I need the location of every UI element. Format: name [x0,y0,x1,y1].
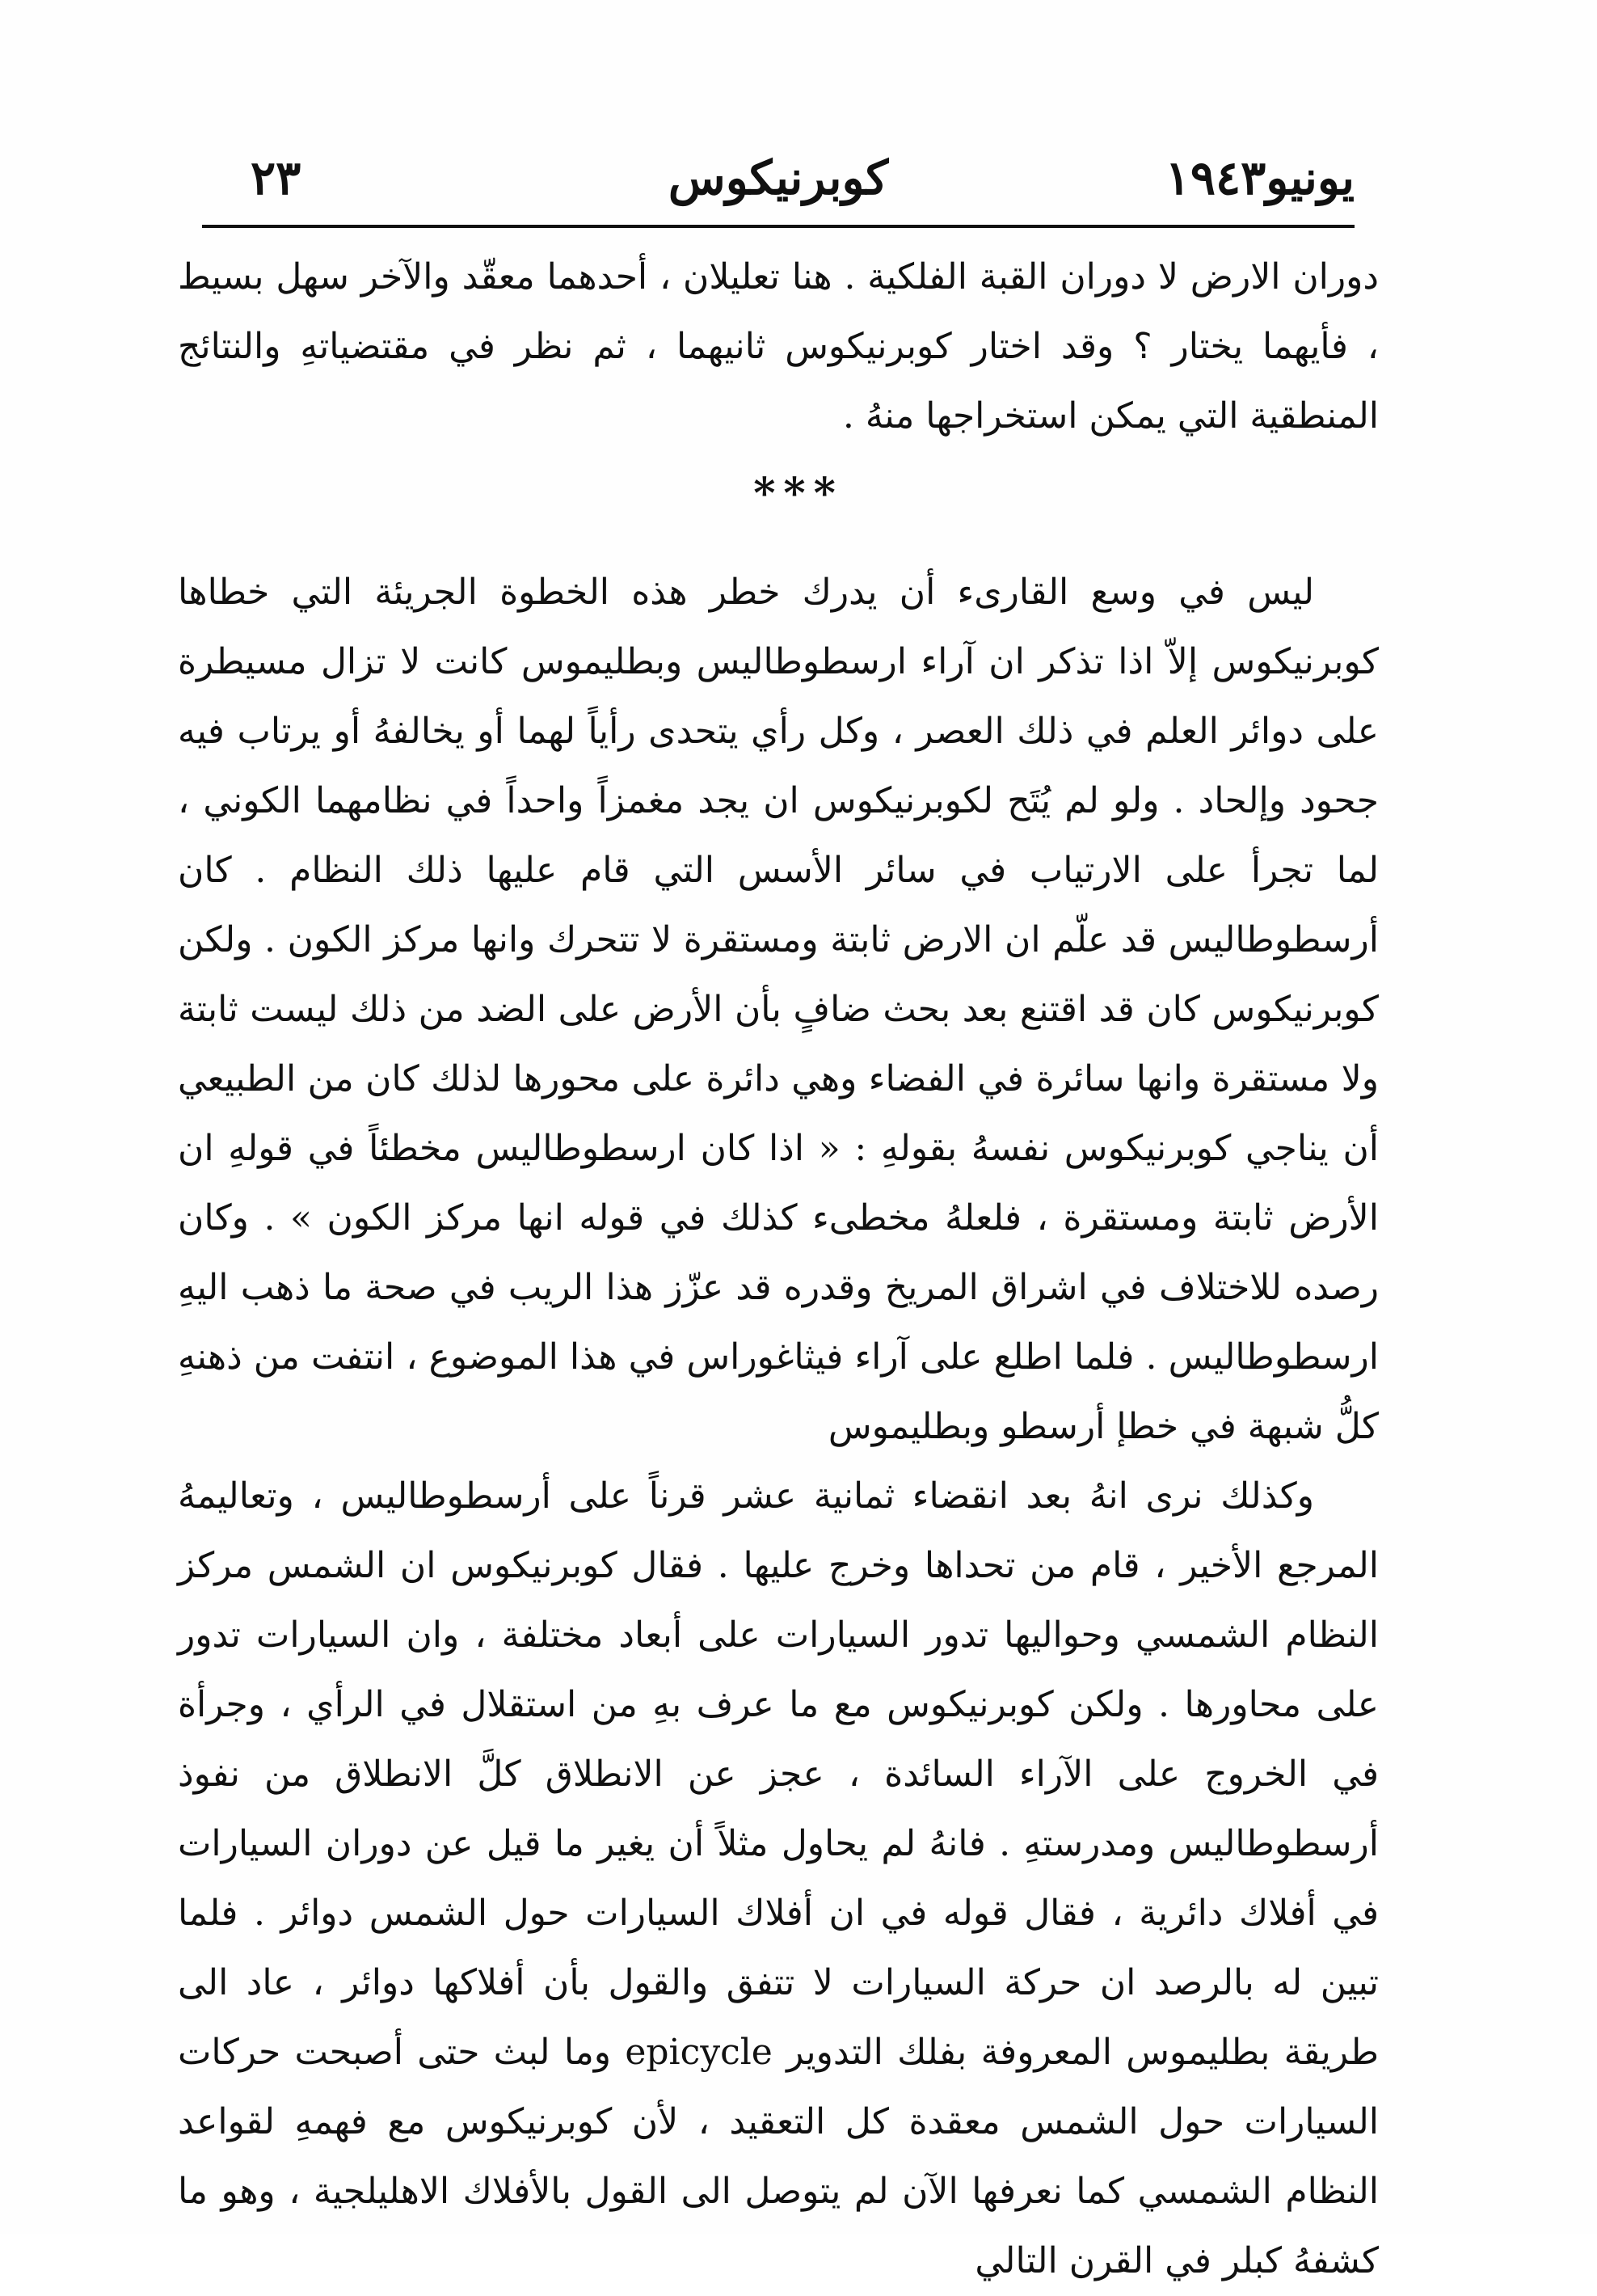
intro-paragraph: دوران الارض لا دوران القبة الفلكية . هنا تعليلان ، أحدهما معقّد والآخر سهل بسيط ، فأيهما يختار ؟ وقد اختار كوبرنيكوس ثانيهما ، ثم نظر في مقتضياتهِ والنتائج المنطقية التي يمكن استخراجها منهُ . [178,256,1379,437]
running-header [202,133,1355,222]
section-separator: *** [753,469,844,518]
header-date: يونيو١٩٤٣ [1165,150,1355,205]
header-rule [202,225,1355,228]
page-number: ٢٣ [251,150,301,205]
main-text [178,558,1379,2296]
paragraph-2: وكذلك نرى انهُ بعد انقضاء ثمانية عشر قرناً على أرسطوطاليس ، وتعاليمهُ المرجع الأخير ، قام من تحداها وخرج عليها . فقال كوبرنيكوس ان الشمس مركز النظام الشمسي وحواليها تدور السيارات على أبعاد مختلفة ، وان السيارات تدور على محاورها . ولكن كوبرنيكوس مع ما عرف بهِ من استقلال في الرأي ، وجرأة في الخروج على الآراء السائدة ، عجز عن الانطلاق كلَّ الانطلاق من نفوذ أرسطوطاليس ومدرستهِ . فانهُ لم يحاول مثلاً أن يغير ما قيل عن دوران السيارات في أفلاك دائرية ، فقال قوله في ان أفلاك السيارات حول الشمس دوائر . فلما تبين له بالرصد ان حركة السيارات لا تتفق والقول بأن أفلاكها دوائر ، عاد الى طريقة بطليموس المعروفة بفلك التدوير epicycle وما لبث حتى أصبحت حركات السيارات حول الشمس معقدة كل التعقيد ، لأن كوبرنيكوس مع فهمهِ لقواعد النظام الشمسي كما نعرفها الآن لم يتوصل الى القول بالأفلاك الاهليلجية ، وهو ما كشفهُ كبلر في القرن التالي [178,1475,1379,2281]
paragraph-1: ليس في وسع القارىء أن يدرك خطر هذه الخطوة الجريئة التي خطاها كوبرنيكوس إلاّ اذا تذكر ان آراء ارسطوطاليس وبطليموس كانت لا تزال مسيطرة على دوائر العلم في ذلك العصر ، وكل رأي يتحدى رأياً لهما أو يخالفهُ أو يرتاب فيه جحود وإلحاد . ولو لم يُتَح لكوبرنيكوس ان يجد مغمزاً واحداً في نظامهما الكوني ، لما تجرأ على الارتياب في سائر الأسس التي قام عليها ذلك النظام . كان أرسطوطاليس قد علّم ان الارض ثابتة ومستقرة لا تتحرك وانها مركز الكون . ولكن كوبرنيكوس كان قد اقتنع بعد بحث ضافٍ بأن الأرض على الضد من ذلك ليست ثابتة ولا مستقرة وانها سائرة في الفضاء وهي دائرة على محورها لذلك كان من الطبيعي أن يناجي كوبرنيكوس نفسهُ بقولهِ : « اذا كان ارسطوطاليس مخطئاً في قولهِ ان الأرض ثابتة ومستقرة ، فلعلهُ مخطىء كذلك في قوله انها مركز الكون » . وكان رصده للاختلاف في اشراق المريخ وقدره قد عزّز هذا الريب في صحة ما ذهب اليهِ ارسطوطاليس . فلما اطلع على آراء فيثاغوراس في هذا الموضوع ، انتفت من ذهنهِ كلُّ شبهة في خطإ أرسطو وبطليموس [178,572,1379,1447]
header-title: كوبرنيكوس [668,150,889,205]
